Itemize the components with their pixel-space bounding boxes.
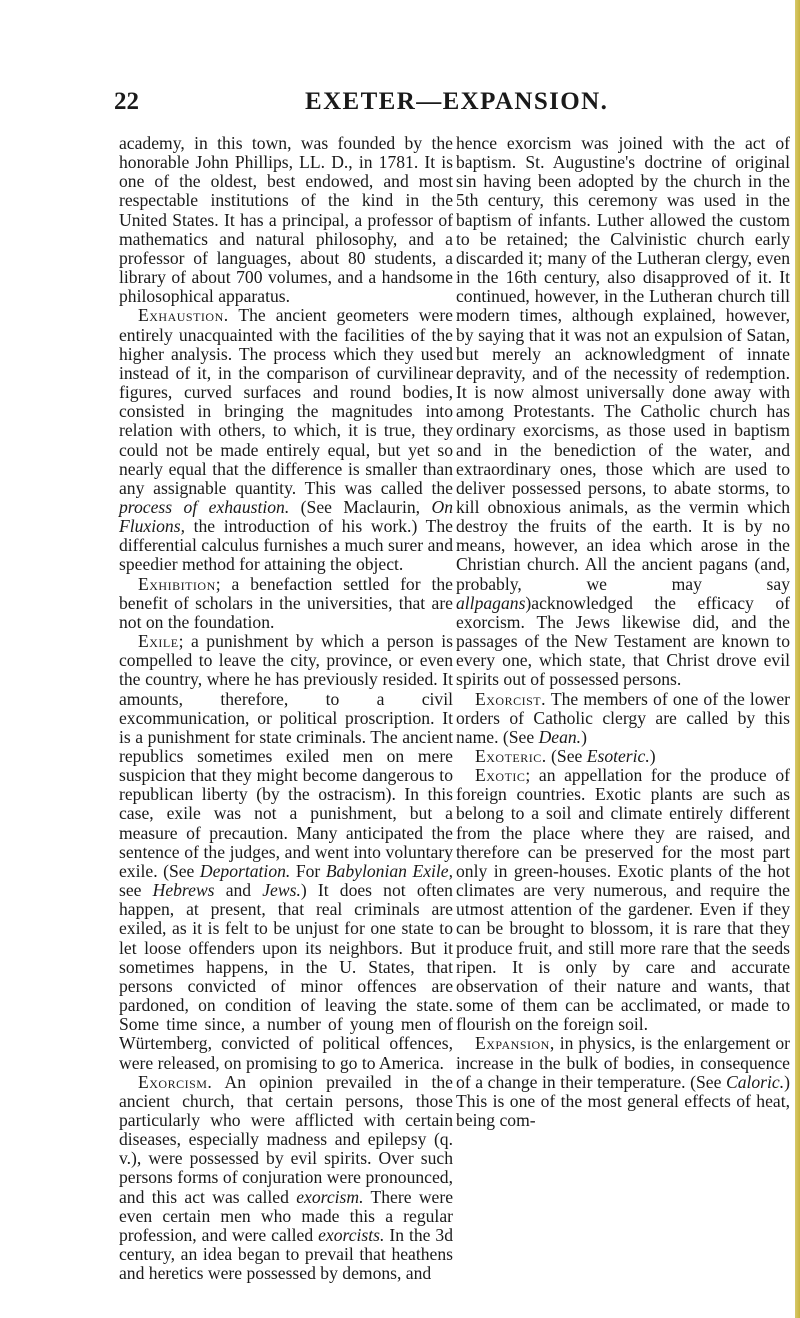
entry-text: ; an appellation for the produce of foreign countries. Exotic plants are such as belong to a soil and climate entirely different from the place where they are raised, and therefore can be preserved for the most part only in green-houses. Exotic plants of the hot climates are very numerous, and require the utmost attention of the gardener. Even if they can be brought to blossom, it is rare that they produce fruit, and still more rare that the seeds ripen. It is only by care and accurate observation of their nature and wants, that some of them can be acclimated, or made to flourish on the foreign soil. <box>456 765 790 1035</box>
entry-italic: Hebrews <box>152 880 215 901</box>
entry-text: and <box>214 880 263 901</box>
entry-text: There were even certain men who made this a regular profession, and were called <box>119 1186 453 1245</box>
entry-italic: Babylonian Exile, <box>325 860 453 881</box>
entry-term: Exile <box>138 631 179 652</box>
left-column <box>119 134 453 1283</box>
entry-italic: pagans <box>474 592 526 613</box>
entry-italic: Deportation. <box>199 860 291 881</box>
entry-italic: exorcism. <box>296 1186 364 1207</box>
entry-expansion <box>456 1034 790 1130</box>
entry-text: ) It does not often happen, at present, that real criminals are exiled, as it is felt to be unjust for one state to let loose offenders upon its neighbors. But it sometimes happens, in the U. States, that persons convicted of minor offences are pardoned, on condition of leaving the state. Some time since, a number of young men of Würtemberg, convicted of political offences, were released, on promising to go to America. <box>119 880 453 1073</box>
entry-text: ) This is one of the most general effects of heat, being com- <box>456 1071 790 1130</box>
page-edge-strip <box>795 0 800 1318</box>
entry-text: ) <box>525 592 532 613</box>
entry-text: (See <box>546 746 587 766</box>
entry-exorcism <box>119 1073 453 1284</box>
entry-exhaustion <box>119 306 453 574</box>
entry-exotic <box>456 766 790 1034</box>
entry-italic: On Fluxions, <box>119 496 453 537</box>
entry-italic: Esoteric. <box>586 746 650 766</box>
entry-exile <box>119 632 453 1073</box>
entry-term: Exhibition <box>138 573 216 594</box>
entry-text: The ancient geometers were entirely unacquainted with the facilities of the higher analysis. The process which they used instead of it, in the comparison of curvilinear figures, curved surfaces and round bodies, consisted in bringing the magnitudes into relation with others, to which, it is true, they could not be made entirely equal, but yet so nearly equal that the difference is smaller than any assignable quantity. This was called the <box>119 305 453 498</box>
entry-italic: process of exhaustion. <box>119 496 290 517</box>
entry-term: Exorcist. <box>475 688 546 709</box>
entry-text: ) <box>649 746 656 766</box>
running-head: EXETER—EXPANSION. <box>305 88 609 115</box>
entry-exhibition <box>119 575 453 632</box>
entry-term: Exhaustion. <box>138 305 229 326</box>
entry-exorcist <box>456 690 790 747</box>
entry-exorcism <box>456 134 790 690</box>
entry-text: (See Maclaurin, <box>289 496 432 517</box>
entry-continuation: academy, in this town, was founded by the honorable John Phillips, LL. D., in 1781. It is one of the oldest, best endowed, and most respectable institutions of the kind in the United States. It has a principal, a professor of mathematics and natural philosophy, and a professor of languages, about 80 students, a library of about 700 volumes, and a handsome philosophical apparatus. <box>119 133 453 307</box>
page-number: 22 <box>114 88 139 115</box>
entry-text: For <box>290 860 326 881</box>
right-column <box>456 134 790 1130</box>
entry-text: ; a benefaction settled for the benefit of scholars in the universities, that are not on the foundation. <box>119 573 453 632</box>
entry-text: hence exorcism was joined with the act of baptism. St. Augustine's doctrine of original sin having been adopted by the church in the 5th century, this ceremony was used in the baptism of infants. Luther allowed the custom to be retained; the Calvinistic church early discarded it; many of the Lutheran clergy, even in the 16th century, also disapproved of it. It continued, however, in the Lutheran church till modern times, although explained, however, by saying that it was not an expulsion of Satan, but merely an acknowledgment of innate depravity, and of the necessity of redemption. It is now almost universally done away with among Protestants. The Catholic church has ordinary exorcisms, as those used in baptism and in the benediction of the water, and extraordinary ones, those which are used to deliver possessed persons, to abate storms, to kill obnoxious animals, as the vermin which destroy the fruits of the earth. It is by no means, however, an idea which arose in the Christian church. All the ancient pagans (and, probably, we may say <box>456 133 790 594</box>
entry-italic: exorcists. <box>318 1224 385 1245</box>
entry-text: An opinion prevailed in the ancient church, that certain persons, those particularly who were afflicted with certain diseases, especially madness and epilepsy (q. v.), were possessed by evil spirits. Over such persons forms of conjuration were pronounced, and this act was called <box>119 1071 453 1207</box>
entry-term: Exotic <box>475 765 526 786</box>
entry-italic: Jews. <box>262 880 301 901</box>
entry-exoteric <box>456 747 790 766</box>
entry-text: in physics, is the enlargement or increase in the bulk of bodies, in consequence of a change in their temperature. (See <box>456 1033 790 1092</box>
entry-text: In the 3d century, an idea began to prevail that heathens and heretics were possessed by demons, and <box>119 1224 453 1284</box>
entry-text: acknowledged the efficacy of exorcism. The Jews likewise did, and the passages of the New Testament are known to every one, which state, that Christ drove evil spirits out of possessed persons. <box>456 592 790 690</box>
page-header <box>0 82 800 122</box>
entry-text: The members of one of the lower orders of Catholic clergy are called by this name. (See <box>456 688 790 747</box>
entry-text: ) <box>581 726 587 747</box>
entry-text: see <box>119 880 153 901</box>
entry-term: Expansion, <box>475 1033 555 1054</box>
entry-term: Exorcism. <box>138 1071 213 1092</box>
entry-text: ; a punishment by which a person is compelled to leave the city, province, or even the country, where he has previously resided. It amounts, therefore, to a civil excommunication, or political proscription. It is a punishment for state criminals. The ancient republics sometimes exiled men on mere suspicion that they might become dangerous to republican liberty (by the ostracism). In this case, exile was not a punishment, but a measure of precaution. Many anticipated the sentence of the judges, and went into voluntary exile. (See <box>119 631 453 881</box>
entry-italic: Dean. <box>538 726 582 747</box>
entry-italic: Caloric. <box>725 1071 785 1092</box>
entry-term: Exoteric. <box>475 746 547 766</box>
entry-text: the introduction of his work.) The differential calculus furnishes a much surer and speedier method for attaining the object. <box>119 516 453 575</box>
entry-italic: all <box>456 592 475 613</box>
